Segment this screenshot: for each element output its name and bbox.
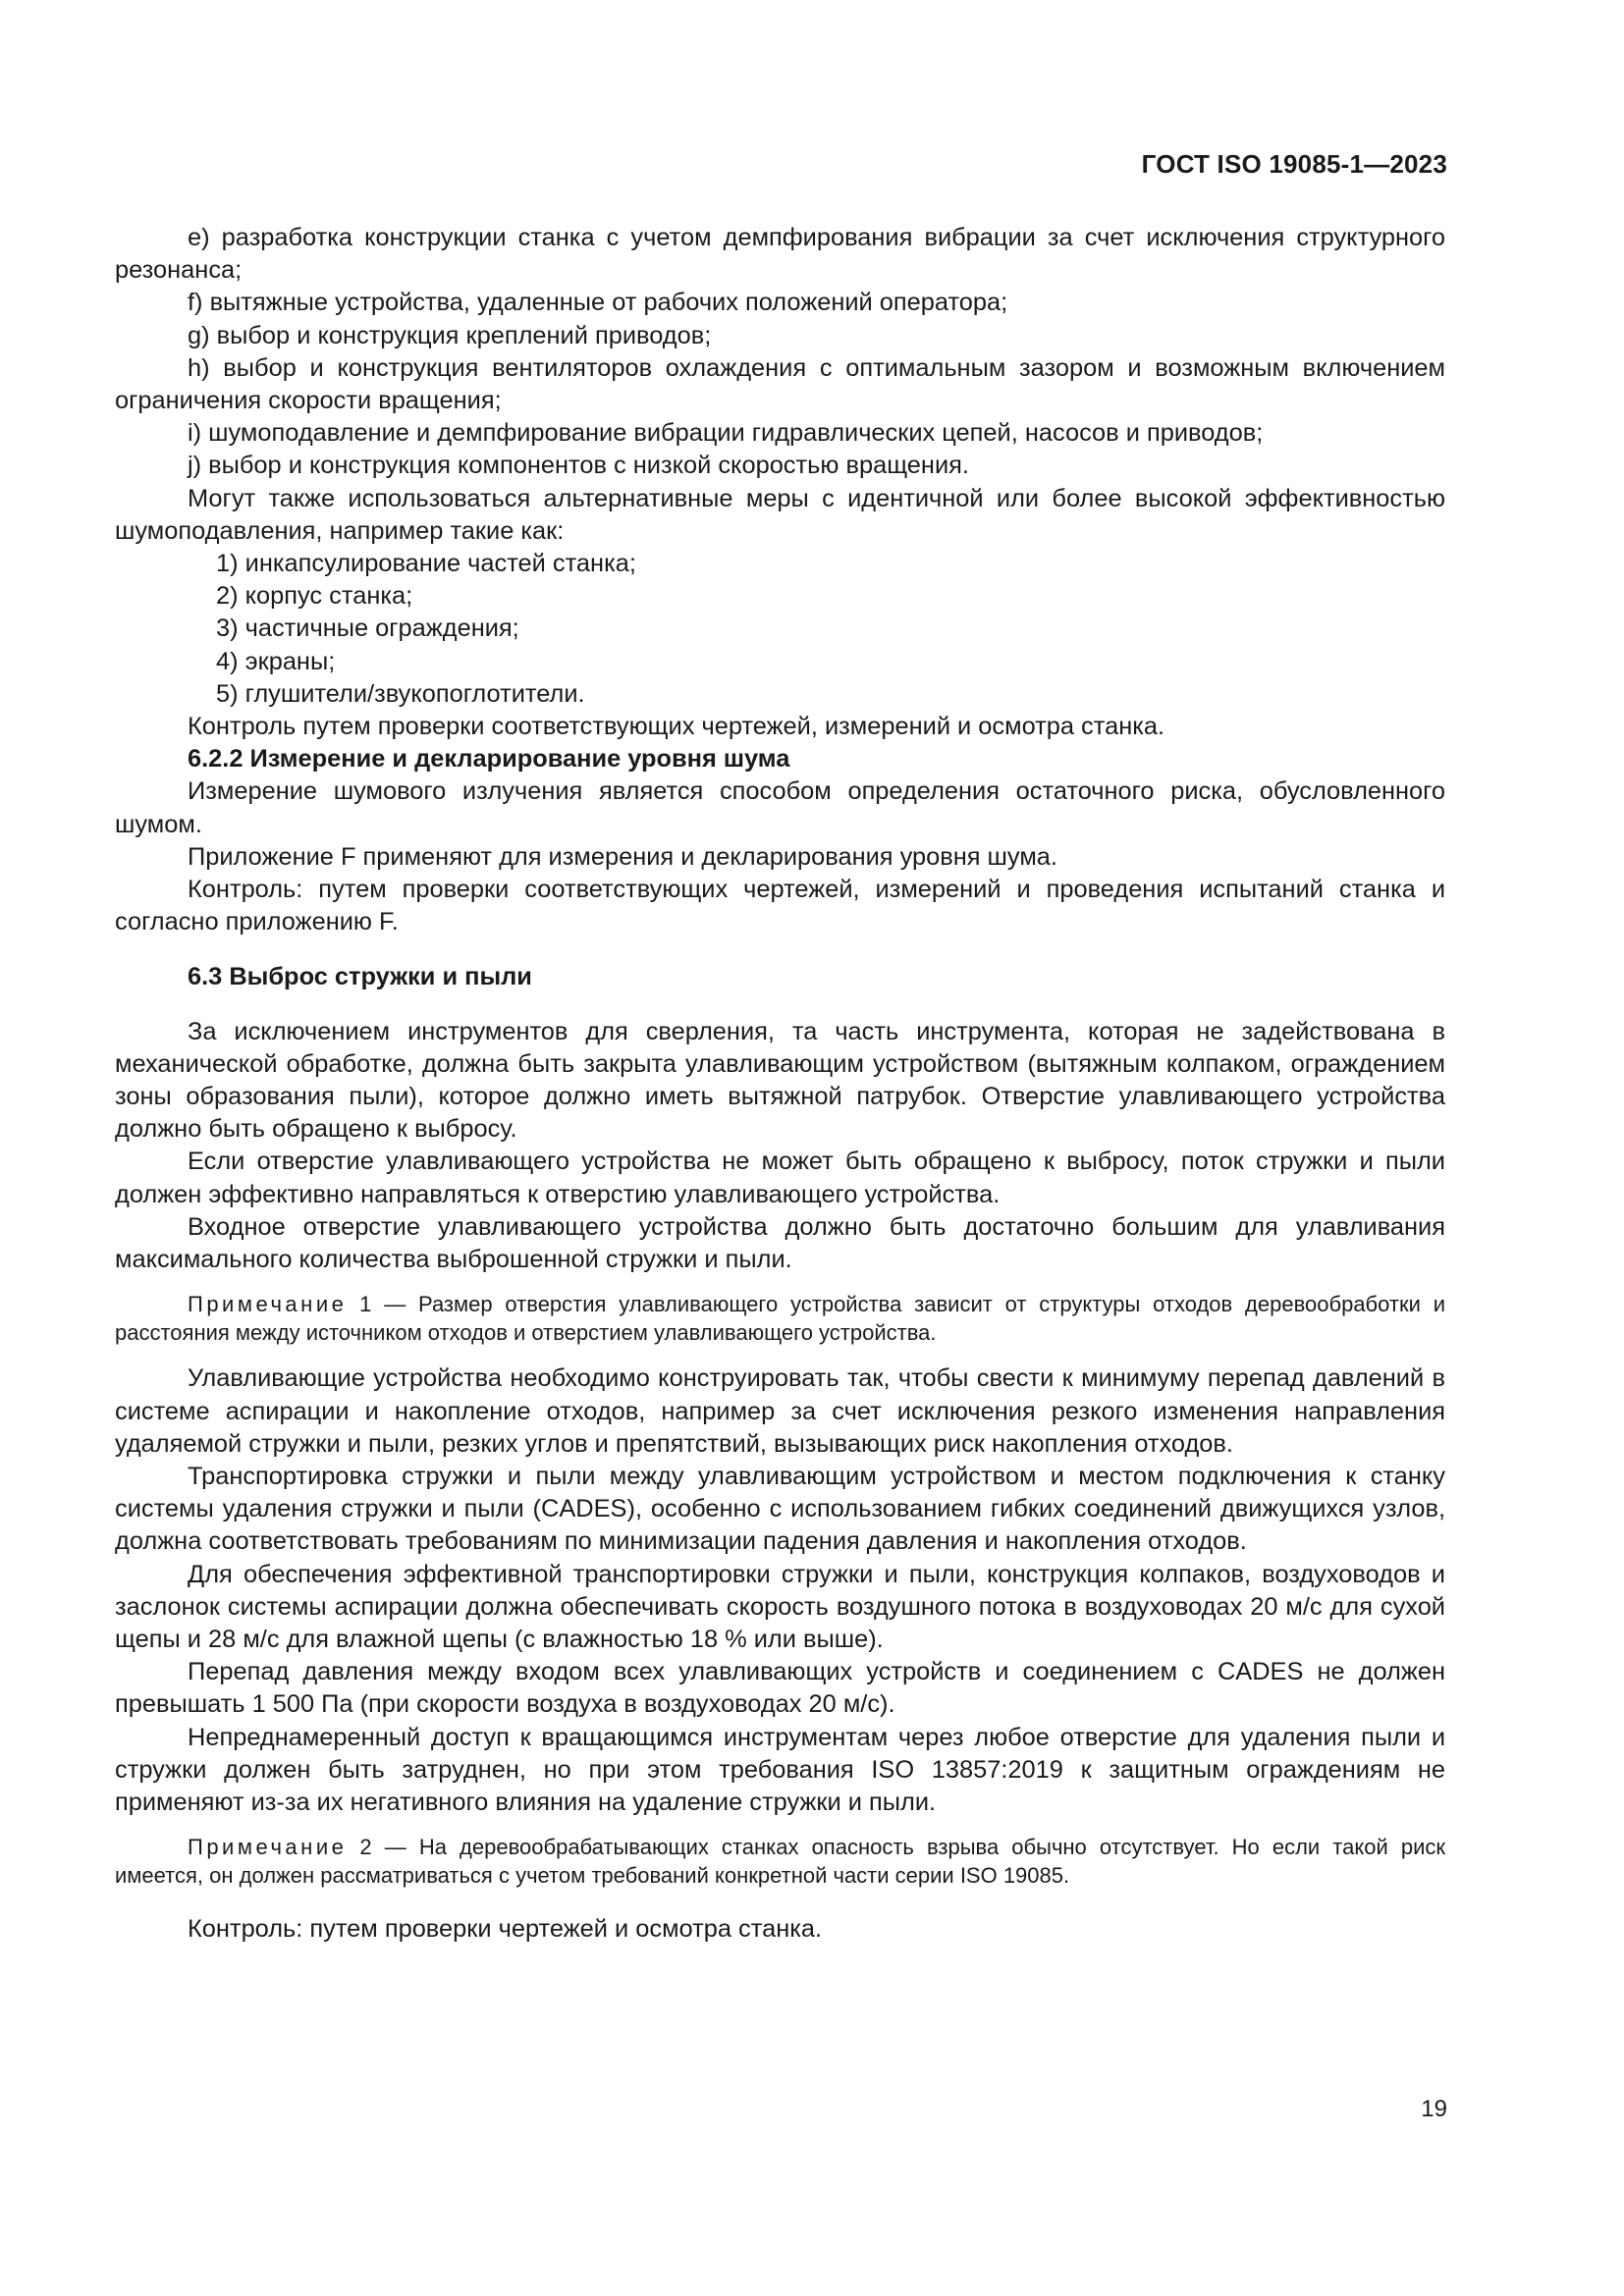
page-number: 19	[1421, 2096, 1447, 2122]
section-heading-6-3: 6.3 Выброс стружки и пыли	[188, 963, 532, 991]
paragraph: Перепад давления между входом всех улавливающих устройств и соединением с CADES не должен превышать 1 500 Па (при скорости воздуха в воздуховодах 20 м/с).	[115, 1658, 1445, 1719]
alt-measure-1: 1) инкапсулирование частей станка;	[216, 550, 636, 578]
alt-measures-intro: Могут также использоваться альтернативные меры с идентичной или более высокой эффективностью шумоподавления, например такие как:	[115, 484, 1445, 545]
note-text: 1 — Размер отверстия улавливающего устройства зависит от структуры отходов деревообработки и расстояния между источником отходов и отверстием улавливающего устройства.	[115, 1292, 1445, 1346]
paragraph: Измерение шумового излучения является способом определения остаточного риска, обусловленного шумом.	[115, 777, 1445, 838]
list-item-i: i) шумоподавление и демпфирование вибрации гидравлических цепей, насосов и приводов;	[188, 419, 1264, 448]
paragraph: Для обеспечения эффективной транспортировки стружки и пыли, конструкция колпаков, воздуховодов и заслонок системы аспирации должна обеспечивать скорость воздушного потока в воздуховодах 20 м/с для сухой щепы и 28 м/с для влажной щепы (с влажностью 18 % или выше).	[115, 1560, 1445, 1653]
paragraph: За исключением инструментов для сверления, та часть инструмента, которая не задействована в механической обработке, должна быть закрыта улавливающим устройством (вытяжным колпаком, ограждением зоны образования пыли), которое должно иметь вытяжной патрубок. Отверстие улавливающего устройства должно быть обращено к выбросу.	[115, 1017, 1445, 1144]
paragraph: Транспортировка стружки и пыли между улавливающим устройством и местом подключения к станку системы удаления стружки и пыли (CADES), особенно с использованием гибких соединений движущихся узлов, должна соответствовать требованиям по минимизации падения давления и накопления отходов.	[115, 1462, 1445, 1556]
alt-measure-3: 3) частичные ограждения;	[216, 614, 519, 643]
control-paragraph: Контроль: путем проверки чертежей и осмотра станка.	[188, 1915, 823, 1944]
list-item-h: h) выбор и конструкция вентиляторов охлаждения с оптимальным зазором и возможным включением ограничения скорости вращения;	[115, 353, 1445, 415]
paragraph: Улавливающие устройства необходимо конструировать так, чтобы свести к минимуму перепад давлений в системе аспирации и накопление отходов, например за счет исключения резкого изменения направления удаляемой стружки и пыли, резких углов и препятствий, вызывающих риск накопления отходов.	[115, 1364, 1445, 1458]
alt-measure-2: 2) корпус станка;	[216, 582, 413, 611]
note-label: Примечание	[188, 1292, 348, 1317]
note-1	[115, 1290, 1445, 1347]
list-item-e: e) разработка конструкции станка с учетом демпфирования вибрации за счет исключения структурного резонанса;	[115, 224, 1445, 285]
list-item-f: f) вытяжные устройства, удаленные от рабочих положений оператора;	[188, 289, 1008, 317]
alt-measure-4: 4) экраны;	[216, 647, 336, 675]
list-item-j: j) выбор и конструкция компонентов с низкой скоростью вращения.	[188, 452, 969, 480]
list-item-g: g) выбор и конструкция креплений приводов;	[188, 321, 712, 349]
note-text: 2 — На деревообрабатывающих станках опасность взрыва обычно отсутствует. Но если такой риск имеется, он должен рассматриваться с учетом требований конкретной части серии ISO 19085.	[115, 1835, 1445, 1889]
subsection-heading-6-2-2: 6.2.2 Измерение и декларирование уровня шума	[188, 745, 790, 774]
paragraph: Приложение F применяют для измерения и декларирования уровня шума.	[188, 842, 1057, 871]
control-paragraph: Контроль путем проверки соответствующих чертежей, измерений и осмотра станка.	[188, 713, 1165, 741]
note-label: Примечание	[188, 1835, 348, 1860]
note-2	[115, 1833, 1445, 1890]
standard-header: ГОСТ ISO 19085-1—2023	[1141, 149, 1447, 179]
paragraph: Контроль: путем проверки соответствующих чертежей, измерений и проведения испытаний станка и согласно приложению F.	[115, 876, 1445, 936]
paragraph: Входное отверстие улавливающего устройства должно быть достаточно большим для улавливания максимального количества выброшенной стружки и пыли.	[115, 1212, 1445, 1274]
paragraph: Если отверстие улавливающего устройства не может быть обращено к выбросу, поток стружки и пыли должен эффективно направляться к отверстию улавливающего устройства.	[115, 1148, 1445, 1208]
alt-measure-5: 5) глушители/звукопоглотители.	[216, 679, 585, 708]
paragraph: Непреднамеренный доступ к вращающимся инструментам через любое отверстие для удаления пыли и стружки должен быть затруднен, но при этом требования ISO 13857:2019 к защитным ограждениям не применяют из-за их негативного влияния на удаление стружки и пыли.	[115, 1723, 1445, 1816]
page-content	[115, 222, 1445, 1946]
